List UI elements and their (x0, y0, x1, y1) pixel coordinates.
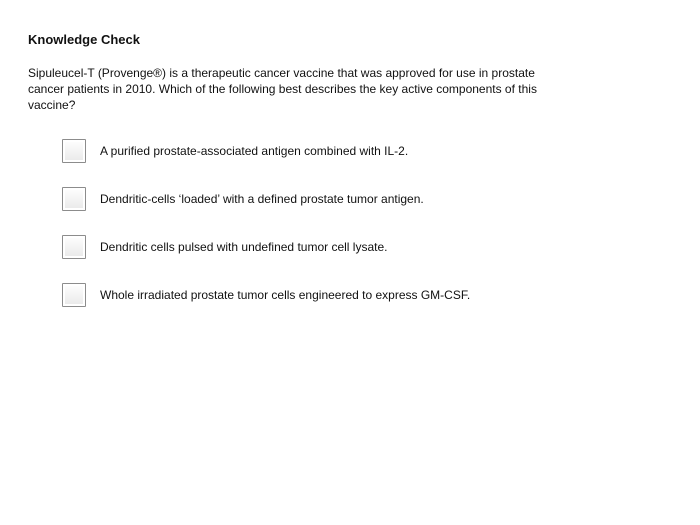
answer-label-4[interactable]: Whole irradiated prostate tumor cells engineered to express GM-CSF. (100, 288, 471, 302)
answer-option-2[interactable] (62, 185, 668, 213)
answer-option-3[interactable] (62, 233, 668, 261)
answer-label-2[interactable]: Dendritic-cells ‘loaded’ with a defined prostate tumor antigen. (100, 192, 424, 206)
answer-options (62, 137, 668, 309)
question-text: Sipuleucel-T (Provenge®) is a therapeutic cancer vaccine that was approved for use in prostate cancer patients in 2010. Which of the following best describes the key active components of this vaccine? (28, 66, 537, 112)
answer-checkbox-1[interactable] (62, 139, 86, 163)
answer-label-1[interactable]: A purified prostate-associated antigen combined with IL-2. (100, 144, 409, 158)
answer-checkbox-2[interactable] (62, 187, 86, 211)
answer-checkbox-3[interactable] (62, 235, 86, 259)
answer-label-3[interactable]: Dendritic cells pulsed with undefined tumor cell lysate. (100, 240, 388, 254)
answer-checkbox-4[interactable] (62, 283, 86, 307)
answer-option-1[interactable] (62, 137, 668, 165)
answer-option-4[interactable] (62, 281, 668, 309)
knowledge-check-panel (28, 31, 668, 329)
page-title: Knowledge Check (28, 32, 140, 47)
